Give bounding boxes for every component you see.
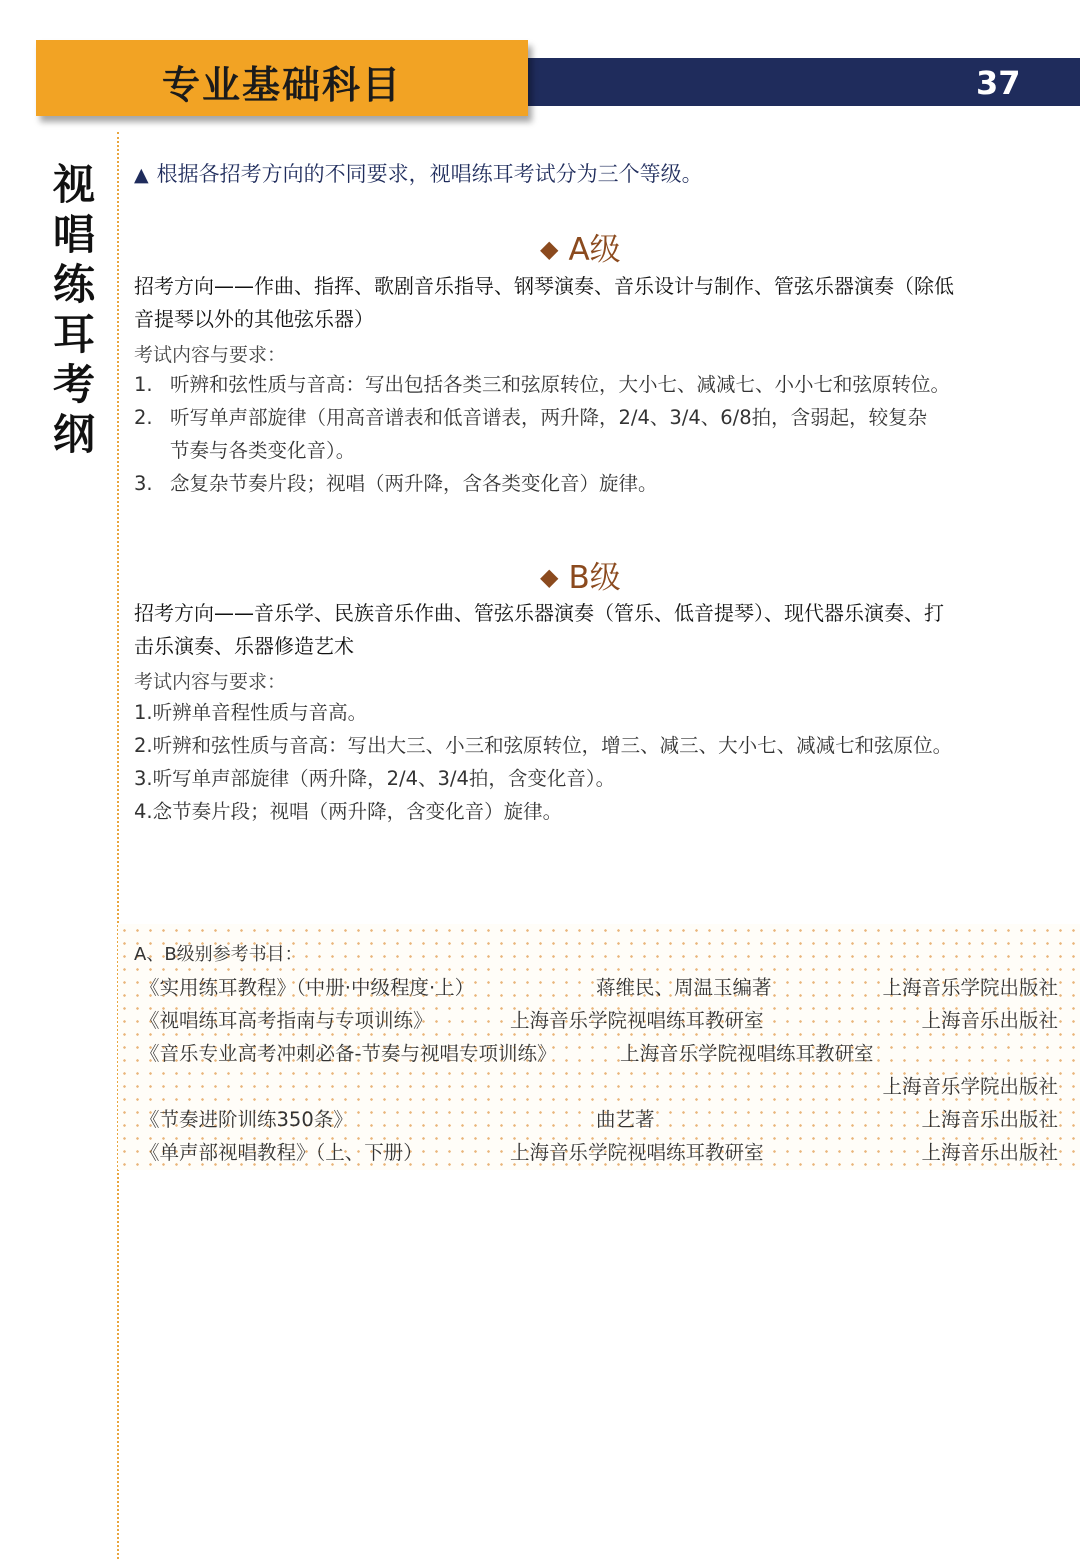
- list-item: 2.听辨和弦性质与音高：写出大三、小三和弦原转位，增三、减三、大小七、减减七和弦原位。: [134, 734, 953, 757]
- level-b-requirements-label: 考试内容与要求：: [134, 671, 287, 693]
- list-item: 2. 听写单声部旋律（用高音谱表和低音谱表，两升降，2/4、3/4、6/8拍，含弱起，较复杂: [134, 406, 928, 429]
- book-publisher: 上海音乐学院出版社: [882, 1075, 1058, 1098]
- level-a-requirements-label: 考试内容与要求：: [134, 344, 287, 366]
- book-author: 上海音乐学院视唱练耳教研室: [510, 1141, 764, 1164]
- book-title: 《实用练耳教程》（中册·中级程度·上）: [140, 976, 475, 999]
- side-title-char: 唱: [52, 210, 95, 259]
- book-author: 蒋维民、周温玉编著: [596, 976, 772, 999]
- direction-line: 招考方向——音乐学、民族音乐作曲、管弦乐器演奏（管乐、低音提琴）、现代器乐演奏、打: [134, 601, 944, 625]
- book-title: 《视唱练耳高考指南与专项训练》: [140, 1009, 433, 1032]
- book-publisher: 上海音乐出版社: [921, 1009, 1058, 1032]
- book-author: 曲艺著: [596, 1108, 655, 1131]
- book-title: 《单声部视唱教程》（上、下册）: [140, 1141, 423, 1164]
- side-title-char: 纲: [52, 410, 95, 459]
- list-item: 1. 听辨和弦性质与音高：写出包括各类三和弦原转位，大小七、减减七、小小七和弦原转位。: [134, 373, 951, 396]
- section-title: 专业基础科目: [162, 63, 403, 107]
- book-title: 《音乐专业高考冲刺必备-节奏与视唱专项训练》: [140, 1042, 557, 1065]
- book-title: 《节奏进阶训练350条》: [140, 1108, 353, 1131]
- page-number: 37: [976, 64, 1021, 102]
- side-title-char: 耳: [52, 310, 95, 359]
- level-a-heading: [540, 224, 621, 269]
- direction-line: 音提琴以外的其他弦乐器）: [134, 307, 374, 331]
- list-item: 3.听写单声部旋律（两升降，2/4、3/4拍，含变化音）。: [134, 767, 616, 790]
- level-a-direction: [134, 270, 1039, 336]
- side-title-char: 视: [52, 160, 95, 209]
- intro-line: [134, 158, 703, 188]
- side-title-char: 考: [52, 360, 95, 409]
- side-title-char: 练: [52, 260, 95, 309]
- side-title: [48, 160, 100, 460]
- triangle-up-icon: ▲: [134, 164, 149, 186]
- level-b-heading: [540, 552, 621, 597]
- direction-line: 招考方向——作曲、指挥、歌剧音乐指导、钢琴演奏、音乐设计与制作、管弦乐器演奏（除低: [134, 274, 954, 298]
- book-publisher: 上海音乐出版社: [921, 1108, 1058, 1131]
- direction-line: 击乐演奏、乐器修造艺术: [134, 634, 354, 658]
- list-item-continuation: 节奏与各类变化音）。: [170, 439, 356, 462]
- book-publisher: 上海音乐学院出版社: [882, 976, 1058, 999]
- diamond-icon: ◆: [540, 563, 559, 591]
- book-author: 上海音乐学院视唱练耳教研室: [620, 1042, 874, 1065]
- level-b-direction: [134, 597, 1039, 663]
- diamond-icon: ◆: [540, 235, 559, 263]
- level-b-title: B级: [568, 560, 621, 596]
- references-title: A、B级别参考书目：: [134, 944, 303, 965]
- book-author: 上海音乐学院视唱练耳教研室: [510, 1009, 764, 1032]
- intro-text: 根据各招考方向的不同要求，视唱练耳考试分为三个等级。: [156, 162, 703, 186]
- book-publisher: 上海音乐出版社: [921, 1141, 1058, 1164]
- vertical-divider: [117, 132, 119, 1559]
- list-item: 4.念节奏片段；视唱（两升降，含变化音）旋律。: [134, 800, 563, 823]
- list-item: 1.听辨单音程性质与音高。: [134, 701, 368, 724]
- list-item: 3. 念复杂节奏片段；视唱（两升降，含各类变化音）旋律。: [134, 472, 658, 495]
- level-a-title: A级: [568, 232, 621, 268]
